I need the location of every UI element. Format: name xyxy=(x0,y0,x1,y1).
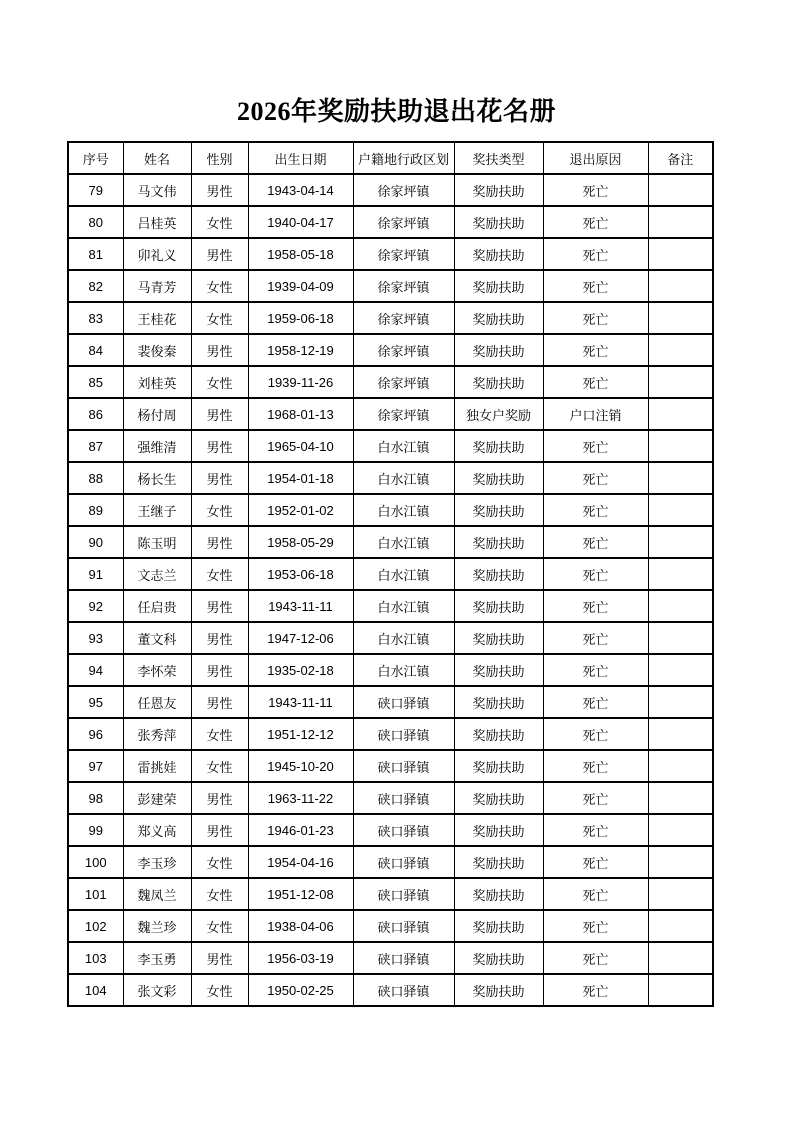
cell-remarks xyxy=(648,782,713,814)
table-row xyxy=(68,494,713,526)
cell-index: 100 xyxy=(68,846,123,878)
cell-name: 吕桂英 xyxy=(123,206,191,238)
cell-gender: 女性 xyxy=(191,974,248,1006)
table-row xyxy=(68,814,713,846)
cell-birthdate: 1939-04-09 xyxy=(248,270,353,302)
cell-gender: 女性 xyxy=(191,366,248,398)
cell-birthdate: 1959-06-18 xyxy=(248,302,353,334)
cell-gender: 男性 xyxy=(191,686,248,718)
cell-type: 奖励扶助 xyxy=(454,462,543,494)
cell-remarks xyxy=(648,814,713,846)
cell-type: 奖励扶助 xyxy=(454,942,543,974)
cell-birthdate: 1938-04-06 xyxy=(248,910,353,942)
cell-reason: 死亡 xyxy=(543,846,648,878)
cell-birthdate: 1963-11-22 xyxy=(248,782,353,814)
cell-region: 徐家坪镇 xyxy=(353,238,454,270)
cell-type: 奖励扶助 xyxy=(454,846,543,878)
table-row xyxy=(68,334,713,366)
cell-birthdate: 1935-02-18 xyxy=(248,654,353,686)
cell-region: 徐家坪镇 xyxy=(353,366,454,398)
cell-remarks xyxy=(648,462,713,494)
cell-gender: 男性 xyxy=(191,814,248,846)
cell-gender: 女性 xyxy=(191,846,248,878)
cell-type: 奖励扶助 xyxy=(454,526,543,558)
cell-gender: 男性 xyxy=(191,526,248,558)
cell-birthdate: 1965-04-10 xyxy=(248,430,353,462)
cell-gender: 女性 xyxy=(191,910,248,942)
cell-region: 硖口驿镇 xyxy=(353,782,454,814)
cell-reason: 死亡 xyxy=(543,878,648,910)
cell-gender: 女性 xyxy=(191,718,248,750)
cell-type: 奖励扶助 xyxy=(454,590,543,622)
cell-name: 刘桂英 xyxy=(123,366,191,398)
cell-region: 硖口驿镇 xyxy=(353,910,454,942)
cell-birthdate: 1958-05-18 xyxy=(248,238,353,270)
cell-reason: 死亡 xyxy=(543,270,648,302)
cell-index: 79 xyxy=(68,174,123,206)
cell-remarks xyxy=(648,718,713,750)
cell-remarks xyxy=(648,366,713,398)
cell-gender: 男性 xyxy=(191,174,248,206)
cell-index: 101 xyxy=(68,878,123,910)
cell-type: 奖励扶助 xyxy=(454,878,543,910)
cell-name: 李怀荣 xyxy=(123,654,191,686)
cell-region: 徐家坪镇 xyxy=(353,334,454,366)
cell-index: 88 xyxy=(68,462,123,494)
roster-table xyxy=(67,141,714,1007)
cell-gender: 女性 xyxy=(191,270,248,302)
cell-region: 硖口驿镇 xyxy=(353,750,454,782)
table-row xyxy=(68,942,713,974)
cell-gender: 男性 xyxy=(191,654,248,686)
cell-type: 奖励扶助 xyxy=(454,686,543,718)
cell-index: 86 xyxy=(68,398,123,430)
cell-gender: 女性 xyxy=(191,750,248,782)
cell-reason: 死亡 xyxy=(543,910,648,942)
cell-index: 85 xyxy=(68,366,123,398)
cell-reason: 死亡 xyxy=(543,366,648,398)
cell-region: 硖口驿镇 xyxy=(353,686,454,718)
column-header-remarks: 备注 xyxy=(648,142,713,174)
cell-region: 徐家坪镇 xyxy=(353,206,454,238)
cell-type: 奖励扶助 xyxy=(454,622,543,654)
cell-region: 硖口驿镇 xyxy=(353,974,454,1006)
cell-name: 文志兰 xyxy=(123,558,191,590)
cell-remarks xyxy=(648,910,713,942)
cell-birthdate: 1945-10-20 xyxy=(248,750,353,782)
cell-remarks xyxy=(648,654,713,686)
cell-birthdate: 1953-06-18 xyxy=(248,558,353,590)
table-row xyxy=(68,622,713,654)
cell-name: 郑义高 xyxy=(123,814,191,846)
cell-birthdate: 1952-01-02 xyxy=(248,494,353,526)
cell-reason: 死亡 xyxy=(543,814,648,846)
cell-name: 董文科 xyxy=(123,622,191,654)
cell-reason: 死亡 xyxy=(543,558,648,590)
cell-type: 奖励扶助 xyxy=(454,302,543,334)
cell-index: 94 xyxy=(68,654,123,686)
cell-remarks xyxy=(648,334,713,366)
cell-index: 99 xyxy=(68,814,123,846)
cell-type: 奖励扶助 xyxy=(454,238,543,270)
cell-index: 97 xyxy=(68,750,123,782)
cell-index: 87 xyxy=(68,430,123,462)
cell-gender: 男性 xyxy=(191,462,248,494)
cell-name: 杨长生 xyxy=(123,462,191,494)
cell-birthdate: 1943-11-11 xyxy=(248,590,353,622)
cell-type: 奖励扶助 xyxy=(454,654,543,686)
cell-region: 白水江镇 xyxy=(353,494,454,526)
cell-remarks xyxy=(648,206,713,238)
table-row xyxy=(68,910,713,942)
cell-index: 103 xyxy=(68,942,123,974)
cell-region: 白水江镇 xyxy=(353,590,454,622)
cell-gender: 女性 xyxy=(191,206,248,238)
cell-birthdate: 1956-03-19 xyxy=(248,942,353,974)
cell-index: 93 xyxy=(68,622,123,654)
cell-index: 89 xyxy=(68,494,123,526)
cell-reason: 死亡 xyxy=(543,334,648,366)
cell-name: 裴俊秦 xyxy=(123,334,191,366)
table-row xyxy=(68,878,713,910)
cell-reason: 死亡 xyxy=(543,718,648,750)
cell-reason: 户口注销 xyxy=(543,398,648,430)
table-row xyxy=(68,686,713,718)
cell-birthdate: 1951-12-12 xyxy=(248,718,353,750)
column-header-region: 户籍地行政区划 xyxy=(353,142,454,174)
cell-region: 徐家坪镇 xyxy=(353,270,454,302)
cell-type: 奖励扶助 xyxy=(454,494,543,526)
cell-index: 82 xyxy=(68,270,123,302)
cell-type: 奖励扶助 xyxy=(454,782,543,814)
table-row xyxy=(68,462,713,494)
cell-remarks xyxy=(648,558,713,590)
cell-birthdate: 1946-01-23 xyxy=(248,814,353,846)
cell-name: 魏兰珍 xyxy=(123,910,191,942)
cell-name: 任启贵 xyxy=(123,590,191,622)
cell-index: 104 xyxy=(68,974,123,1006)
cell-remarks xyxy=(648,686,713,718)
cell-name: 雷挑娃 xyxy=(123,750,191,782)
cell-name: 张秀萍 xyxy=(123,718,191,750)
table-body xyxy=(68,174,713,1006)
cell-gender: 女性 xyxy=(191,878,248,910)
cell-remarks xyxy=(648,494,713,526)
cell-reason: 死亡 xyxy=(543,942,648,974)
cell-region: 白水江镇 xyxy=(353,622,454,654)
cell-name: 马青芳 xyxy=(123,270,191,302)
cell-remarks xyxy=(648,302,713,334)
cell-name: 李玉勇 xyxy=(123,942,191,974)
cell-reason: 死亡 xyxy=(543,622,648,654)
cell-remarks xyxy=(648,430,713,462)
cell-reason: 死亡 xyxy=(543,974,648,1006)
cell-remarks xyxy=(648,174,713,206)
cell-gender: 男性 xyxy=(191,430,248,462)
table-row xyxy=(68,302,713,334)
cell-region: 硖口驿镇 xyxy=(353,846,454,878)
cell-name: 张文彩 xyxy=(123,974,191,1006)
cell-name: 强维清 xyxy=(123,430,191,462)
cell-index: 80 xyxy=(68,206,123,238)
cell-remarks xyxy=(648,270,713,302)
cell-index: 98 xyxy=(68,782,123,814)
cell-region: 徐家坪镇 xyxy=(353,174,454,206)
cell-gender: 男性 xyxy=(191,782,248,814)
page-title: 2026年奖励扶助退出花名册 xyxy=(236,97,556,126)
table-row xyxy=(68,238,713,270)
table-row xyxy=(68,206,713,238)
cell-reason: 死亡 xyxy=(543,174,648,206)
cell-type: 奖励扶助 xyxy=(454,814,543,846)
cell-region: 徐家坪镇 xyxy=(353,398,454,430)
cell-type: 奖励扶助 xyxy=(454,430,543,462)
cell-name: 卯礼义 xyxy=(123,238,191,270)
cell-region: 白水江镇 xyxy=(353,558,454,590)
cell-remarks xyxy=(648,398,713,430)
cell-region: 徐家坪镇 xyxy=(353,302,454,334)
cell-birthdate: 1968-01-13 xyxy=(248,398,353,430)
cell-reason: 死亡 xyxy=(543,302,648,334)
cell-region: 硖口驿镇 xyxy=(353,942,454,974)
cell-name: 王桂花 xyxy=(123,302,191,334)
cell-name: 任恩友 xyxy=(123,686,191,718)
cell-birthdate: 1947-12-06 xyxy=(248,622,353,654)
cell-remarks xyxy=(648,878,713,910)
table-row xyxy=(68,654,713,686)
cell-birthdate: 1954-04-16 xyxy=(248,846,353,878)
cell-gender: 男性 xyxy=(191,238,248,270)
cell-gender: 男性 xyxy=(191,942,248,974)
cell-index: 84 xyxy=(68,334,123,366)
cell-type: 奖励扶助 xyxy=(454,558,543,590)
cell-birthdate: 1943-04-14 xyxy=(248,174,353,206)
cell-name: 王继子 xyxy=(123,494,191,526)
cell-birthdate: 1958-05-29 xyxy=(248,526,353,558)
cell-gender: 女性 xyxy=(191,302,248,334)
table-row xyxy=(68,430,713,462)
column-header-gender: 性别 xyxy=(191,142,248,174)
cell-birthdate: 1958-12-19 xyxy=(248,334,353,366)
cell-index: 102 xyxy=(68,910,123,942)
cell-reason: 死亡 xyxy=(543,238,648,270)
table-row xyxy=(68,974,713,1006)
cell-type: 独女户奖励 xyxy=(454,398,543,430)
column-header-reason: 退出原因 xyxy=(543,142,648,174)
column-header-type: 奖扶类型 xyxy=(454,142,543,174)
cell-remarks xyxy=(648,942,713,974)
cell-gender: 男性 xyxy=(191,622,248,654)
cell-index: 90 xyxy=(68,526,123,558)
cell-birthdate: 1950-02-25 xyxy=(248,974,353,1006)
cell-name: 陈玉明 xyxy=(123,526,191,558)
table-row xyxy=(68,782,713,814)
table-row xyxy=(68,366,713,398)
table-row xyxy=(68,558,713,590)
cell-remarks xyxy=(648,974,713,1006)
cell-type: 奖励扶助 xyxy=(454,910,543,942)
cell-type: 奖励扶助 xyxy=(454,718,543,750)
cell-reason: 死亡 xyxy=(543,750,648,782)
cell-remarks xyxy=(648,622,713,654)
cell-reason: 死亡 xyxy=(543,686,648,718)
table-row xyxy=(68,846,713,878)
cell-reason: 死亡 xyxy=(543,782,648,814)
cell-region: 白水江镇 xyxy=(353,526,454,558)
cell-reason: 死亡 xyxy=(543,590,648,622)
cell-index: 92 xyxy=(68,590,123,622)
cell-region: 白水江镇 xyxy=(353,462,454,494)
cell-region: 硖口驿镇 xyxy=(353,718,454,750)
cell-birthdate: 1954-01-18 xyxy=(248,462,353,494)
column-header-birthdate: 出生日期 xyxy=(248,142,353,174)
cell-reason: 死亡 xyxy=(543,430,648,462)
column-header-name: 姓名 xyxy=(123,142,191,174)
cell-type: 奖励扶助 xyxy=(454,334,543,366)
cell-name: 马文伟 xyxy=(123,174,191,206)
cell-region: 白水江镇 xyxy=(353,654,454,686)
cell-remarks xyxy=(648,750,713,782)
cell-type: 奖励扶助 xyxy=(454,974,543,1006)
table-row xyxy=(68,590,713,622)
cell-name: 李玉珍 xyxy=(123,846,191,878)
cell-gender: 女性 xyxy=(191,558,248,590)
cell-index: 83 xyxy=(68,302,123,334)
cell-region: 硖口驿镇 xyxy=(353,878,454,910)
cell-remarks xyxy=(648,590,713,622)
cell-type: 奖励扶助 xyxy=(454,206,543,238)
cell-birthdate: 1943-11-11 xyxy=(248,686,353,718)
cell-gender: 女性 xyxy=(191,494,248,526)
cell-gender: 男性 xyxy=(191,590,248,622)
cell-type: 奖励扶助 xyxy=(454,270,543,302)
cell-region: 硖口驿镇 xyxy=(353,814,454,846)
cell-name: 彭建荣 xyxy=(123,782,191,814)
cell-reason: 死亡 xyxy=(543,494,648,526)
cell-reason: 死亡 xyxy=(543,462,648,494)
cell-region: 白水江镇 xyxy=(353,430,454,462)
column-header-index: 序号 xyxy=(68,142,123,174)
cell-type: 奖励扶助 xyxy=(454,750,543,782)
cell-reason: 死亡 xyxy=(543,526,648,558)
cell-name: 杨付周 xyxy=(123,398,191,430)
cell-remarks xyxy=(648,846,713,878)
table-row xyxy=(68,526,713,558)
table-row xyxy=(68,398,713,430)
cell-birthdate: 1939-11-26 xyxy=(248,366,353,398)
cell-index: 95 xyxy=(68,686,123,718)
cell-birthdate: 1951-12-08 xyxy=(248,878,353,910)
cell-index: 91 xyxy=(68,558,123,590)
cell-name: 魏凤兰 xyxy=(123,878,191,910)
cell-gender: 男性 xyxy=(191,334,248,366)
table-row xyxy=(68,270,713,302)
cell-birthdate: 1940-04-17 xyxy=(248,206,353,238)
table-row xyxy=(68,718,713,750)
cell-index: 96 xyxy=(68,718,123,750)
header-row xyxy=(68,142,713,174)
cell-type: 奖励扶助 xyxy=(454,174,543,206)
cell-remarks xyxy=(648,526,713,558)
cell-type: 奖励扶助 xyxy=(454,366,543,398)
cell-remarks xyxy=(648,238,713,270)
table-row xyxy=(68,750,713,782)
cell-reason: 死亡 xyxy=(543,206,648,238)
table-row xyxy=(68,174,713,206)
cell-gender: 男性 xyxy=(191,398,248,430)
cell-index: 81 xyxy=(68,238,123,270)
cell-reason: 死亡 xyxy=(543,654,648,686)
